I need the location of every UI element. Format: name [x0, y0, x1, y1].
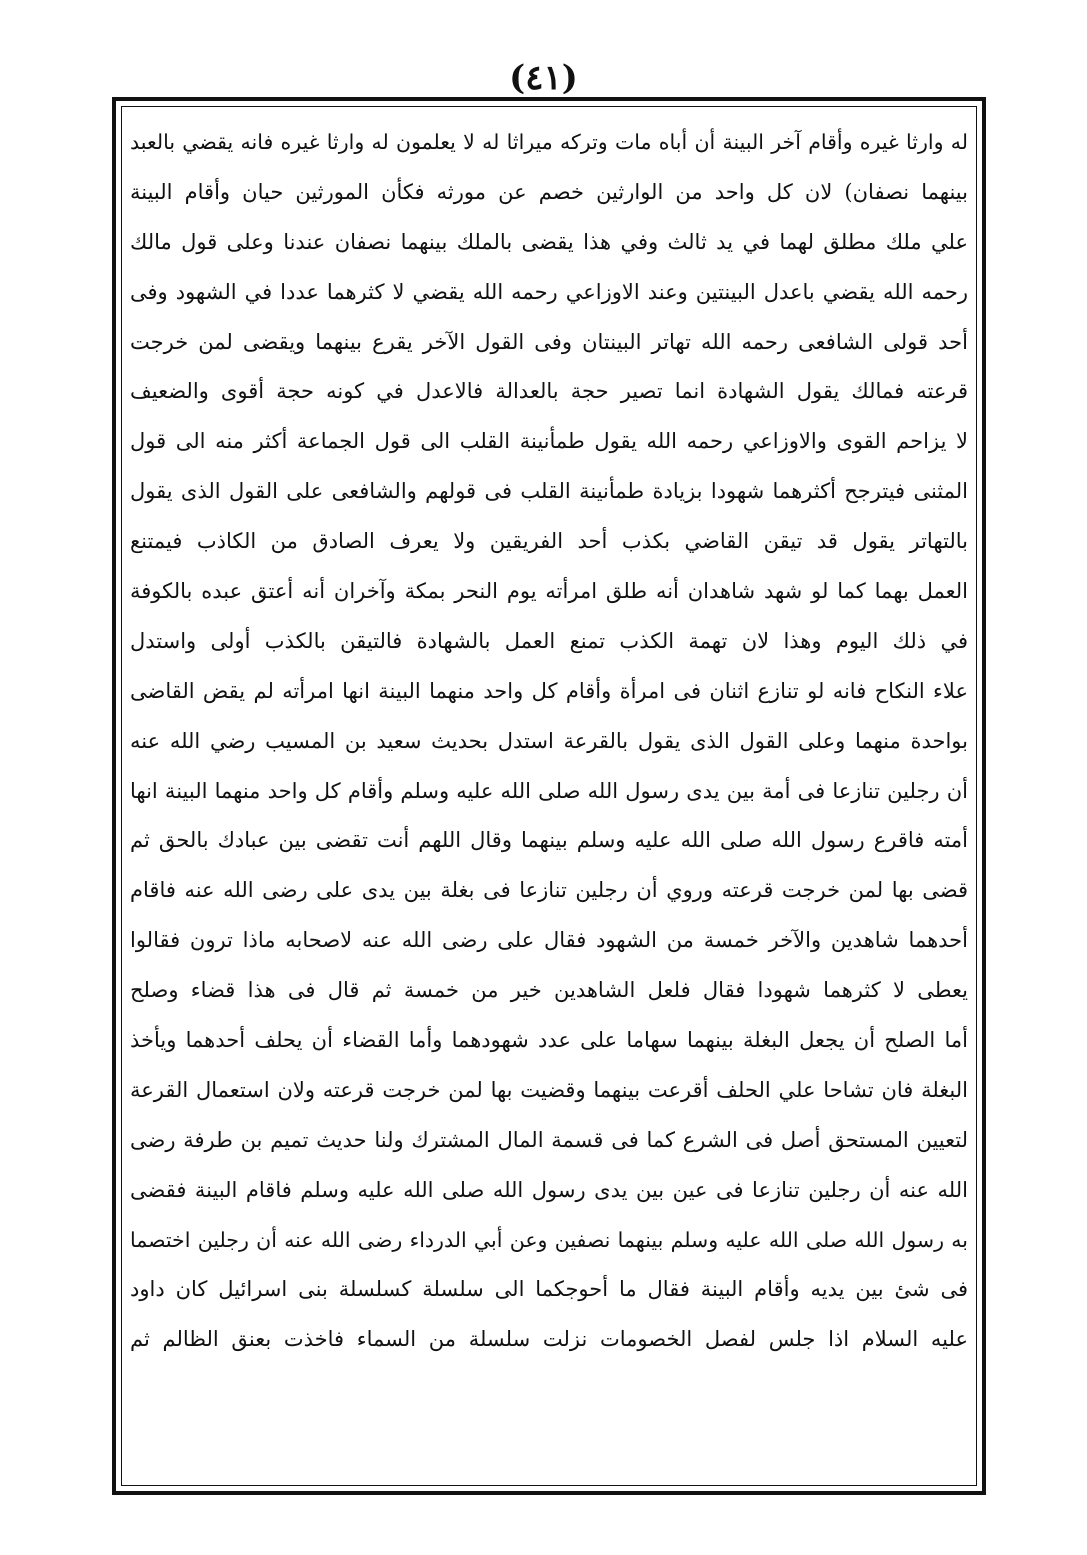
text-line: أمته فاقرع رسول الله صلى الله عليه وسلم بينهما وقال اللهم أنت تقضى بين عبادك بالحق ثم	[130, 828, 968, 853]
text-line: علي ملك مطلق لهما في يد ثالث وفي هذا يقضى بالملك بينهما نصفان عندنا وعلى قول مالك	[130, 229, 968, 254]
text-line: أحدهما شاهدين والآخر خمسة من الشهود فقال على رضى الله عنه لاصحابه ماذا ترون فقالوا	[130, 928, 968, 953]
text-line: أما الصلح أن يجعل البغلة بينهما سهاما على عدد شهودهما وأما القضاء أن يحلف أحدهما ويأخذ	[130, 1028, 968, 1053]
text-line: في ذلك اليوم وهذا لان تهمة الكذب تمنع العمل بالشهادة فالتيقن بالكذب أولى واستدل	[130, 628, 968, 653]
text-line: لتعيين المستحق أصل فى الشرع كما فى قسمة المال المشترك ولنا حديث تميم بن طرفة رضى	[130, 1127, 968, 1152]
text-line: بينهما نصفان) لان كل واحد من الوارثين خصم عن مورثه فكأن المورثين حيان وأقام البينة	[130, 179, 968, 204]
text-line: العمل بهما كما لو شهد شاهدان أنه طلق امرأته يوم النحر بمكة وآخران أنه أعتق عبده بالكوفة	[130, 579, 968, 604]
text-line: به رسول الله صلى الله عليه وسلم بينهما نصفين وعن أبي الدرداء رضى الله عنه أن رجلين اختصما	[130, 1227, 968, 1252]
text-line: رحمه الله يقضي باعدل البينتين وعند الاوزاعي رحمه الله يقضي لا كثرهما عددا في الشهود وفى	[130, 279, 968, 304]
text-line: البغلة فان تشاحا علي الحلف أقرعت بينهما وقضيت بها لمن خرجت قرعته ولان استعمال القرعة	[130, 1077, 968, 1102]
text-line: بالتهاتر يقول قد تيقن القاضي بكذب أحد الفريقين ولا يعرف الصادق من الكاذب فيمتنع	[130, 529, 968, 554]
text-line: له وارثا غيره وأقام آخر البينة أن أباه مات وتركه ميراثا له لا يعلمون له وارثا غيره فانه يقضي بالعبد	[130, 130, 968, 154]
text-line: المثنى فيترجح أكثرهما شهودا بزيادة طمأنينة القلب فى قولهم والشافعى على القول الذى يقول	[130, 479, 968, 504]
text-line: يعطى لا كثرهما شهودا فقال فلعل الشاهدين خير من خمسة ثم قال فى هذا قضاء وصلح	[130, 978, 968, 1003]
body-text	[130, 118, 968, 1365]
page-number: (٤١)	[509, 58, 578, 98]
text-line: عليه السلام اذا جلس لفصل الخصومات نزلت سلسلة من السماء فاخذت بعنق الظالم ثم	[130, 1327, 968, 1352]
text-line: قرعته فمالك يقول الشهادة انما تصير حجة بالعدالة فالاعدل في كونه حجة أقوى والضعيف	[130, 379, 968, 404]
text-line: علاء النكاح فانه لو تنازع اثنان فى امرأة وأقام كل واحد منهما البينة انها امرأته لم يقض القاضى	[130, 678, 968, 703]
text-line: لا يزاحم القوى والاوزاعي رحمه الله يقول طمأنينة القلب الى قول الجماعة أكثر منه الى قول	[130, 429, 968, 454]
text-line: أحد قولى الشافعى رحمه الله تهاتر البينتان وفى القول الآخر يقرع بينهما ويقضى لمن خرجت	[130, 329, 968, 354]
text-line: أن رجلين تنازعا فى أمة بين يدى رسول الله صلى الله عليه وسلم وأقام كل واحد منهما البينة انها	[130, 778, 968, 803]
text-line: قضى بها لمن خرجت قرعته وروي أن رجلين تنازعا فى بغلة بين يدى على رضى الله عنه فاقام	[130, 878, 968, 903]
text-line: فى شئ بين يديه وأقام البينة فقال ما أحوجكما الى سلسلة كسلسلة بنى اسرائيل كان داود	[130, 1277, 968, 1302]
text-line: الله عنه أن رجلين تنازعا فى عين بين يدى رسول الله صلى الله عليه وسلم فاقام البينة فقضى	[130, 1177, 968, 1202]
text-line: بواحدة منهما وعلى القول الذى يقول بالقرعة استدل بحديث سعيد بن المسيب رضي الله عنه	[130, 728, 968, 753]
